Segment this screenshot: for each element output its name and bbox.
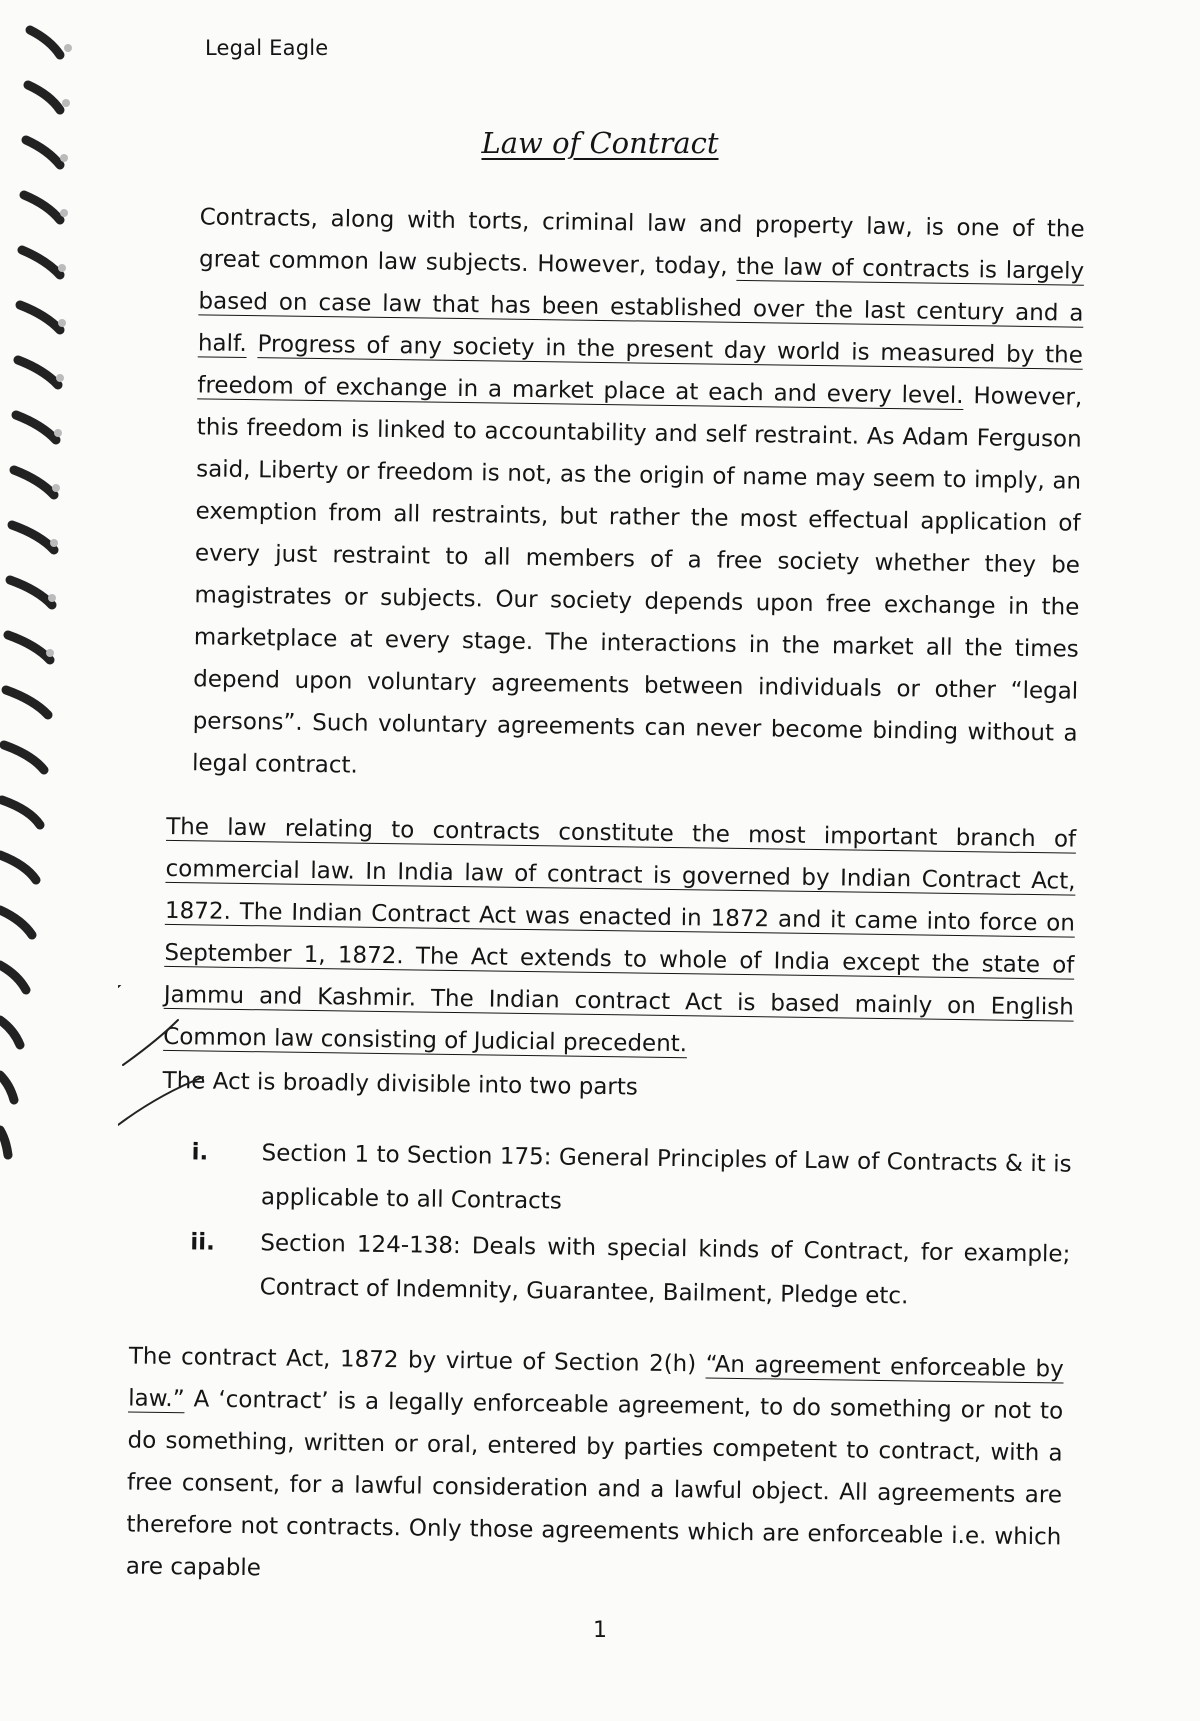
header-brand: Legal Eagle <box>205 36 329 60</box>
text-segment: A ‘contract’ is a legally enforceable agreement, to do something or not to do something, written or oral, entered by parties competent to contract, with a free consent, for a lawful consideration and a lawful object. All agreements are therefore not contracts. Only those agreements which are enforceable i.e. which are capable <box>125 1386 1064 1582</box>
paragraph-intro <box>192 196 1085 796</box>
underlined-text: The law relating to contracts constitute the most important branch of commercial law. In India law of contract is governed by Indian Contract Act, 1872. The Indian Contract Act was enacted in 1872 and it came into force on September 1, 1872. The Act extends to whole of India except the state of Jammu and Kashmir. The Indian contract Act is based mainly on English Common law consisting of Judicial precedent. <box>163 813 1077 1058</box>
list-numeral: ii. <box>190 1229 216 1256</box>
list-numeral: i. <box>191 1139 209 1166</box>
list-text: Section 124-138: Deals with special kinds of Contract, for example; Contract of Indemnity, Guarantee, Bailment, Pledge etc. <box>259 1230 1071 1310</box>
spiral-binding <box>0 0 90 1721</box>
page-number: 1 <box>593 1618 607 1643</box>
act-parts-list <box>159 1130 1071 1321</box>
list-item <box>161 1130 1072 1231</box>
text-segment: The contract Act, 1872 by virtue of Section 2(h) <box>128 1343 706 1378</box>
paragraph-indian-contract-act <box>163 806 1076 1071</box>
text-segment <box>247 331 258 357</box>
document-body <box>125 196 1085 1601</box>
list-text: Section 1 to Section 175: General Principles of Law of Contracts & it is applicable to all Contracts <box>260 1140 1072 1215</box>
paragraph-act-parts: The Act is broadly divisible into two parts <box>162 1067 639 1101</box>
paragraph-definition <box>126 1335 1064 1600</box>
handwritten-tick-marks <box>118 985 228 1205</box>
text-segment: Contracts, along with torts, criminal law and property law, is one of the great common law subjects. However, today, <box>198 204 1085 280</box>
document-title: Law of Contract <box>481 126 719 160</box>
underlined-text: Progress of any society in the present day world is measured by the freedom of exchange in a market place at each and every level. <box>197 331 1084 410</box>
list-item <box>159 1220 1070 1321</box>
text-segment: However, this freedom is linked to accountability and self restraint. As Adam Ferguson said, Liberty or freedom is not, as the origin of name may seem to imply, an exemption from all restraints, but rather the most effectual application of every just restraint to all members of a free society whether they be magistrates or subjects. Our society depends upon free exchange in the marketplace at every stage. The interactions in the market all the times depend upon voluntary agreements between individuals or other “legal persons”. Such voluntary agreements can never become binding without a legal contract. <box>191 383 1083 779</box>
underlined-text: the law of contracts is largely based on case law that has been established over the last century and a half. <box>197 253 1085 358</box>
underlined-text: “An agreement enforceable by law.” <box>128 1351 1064 1413</box>
